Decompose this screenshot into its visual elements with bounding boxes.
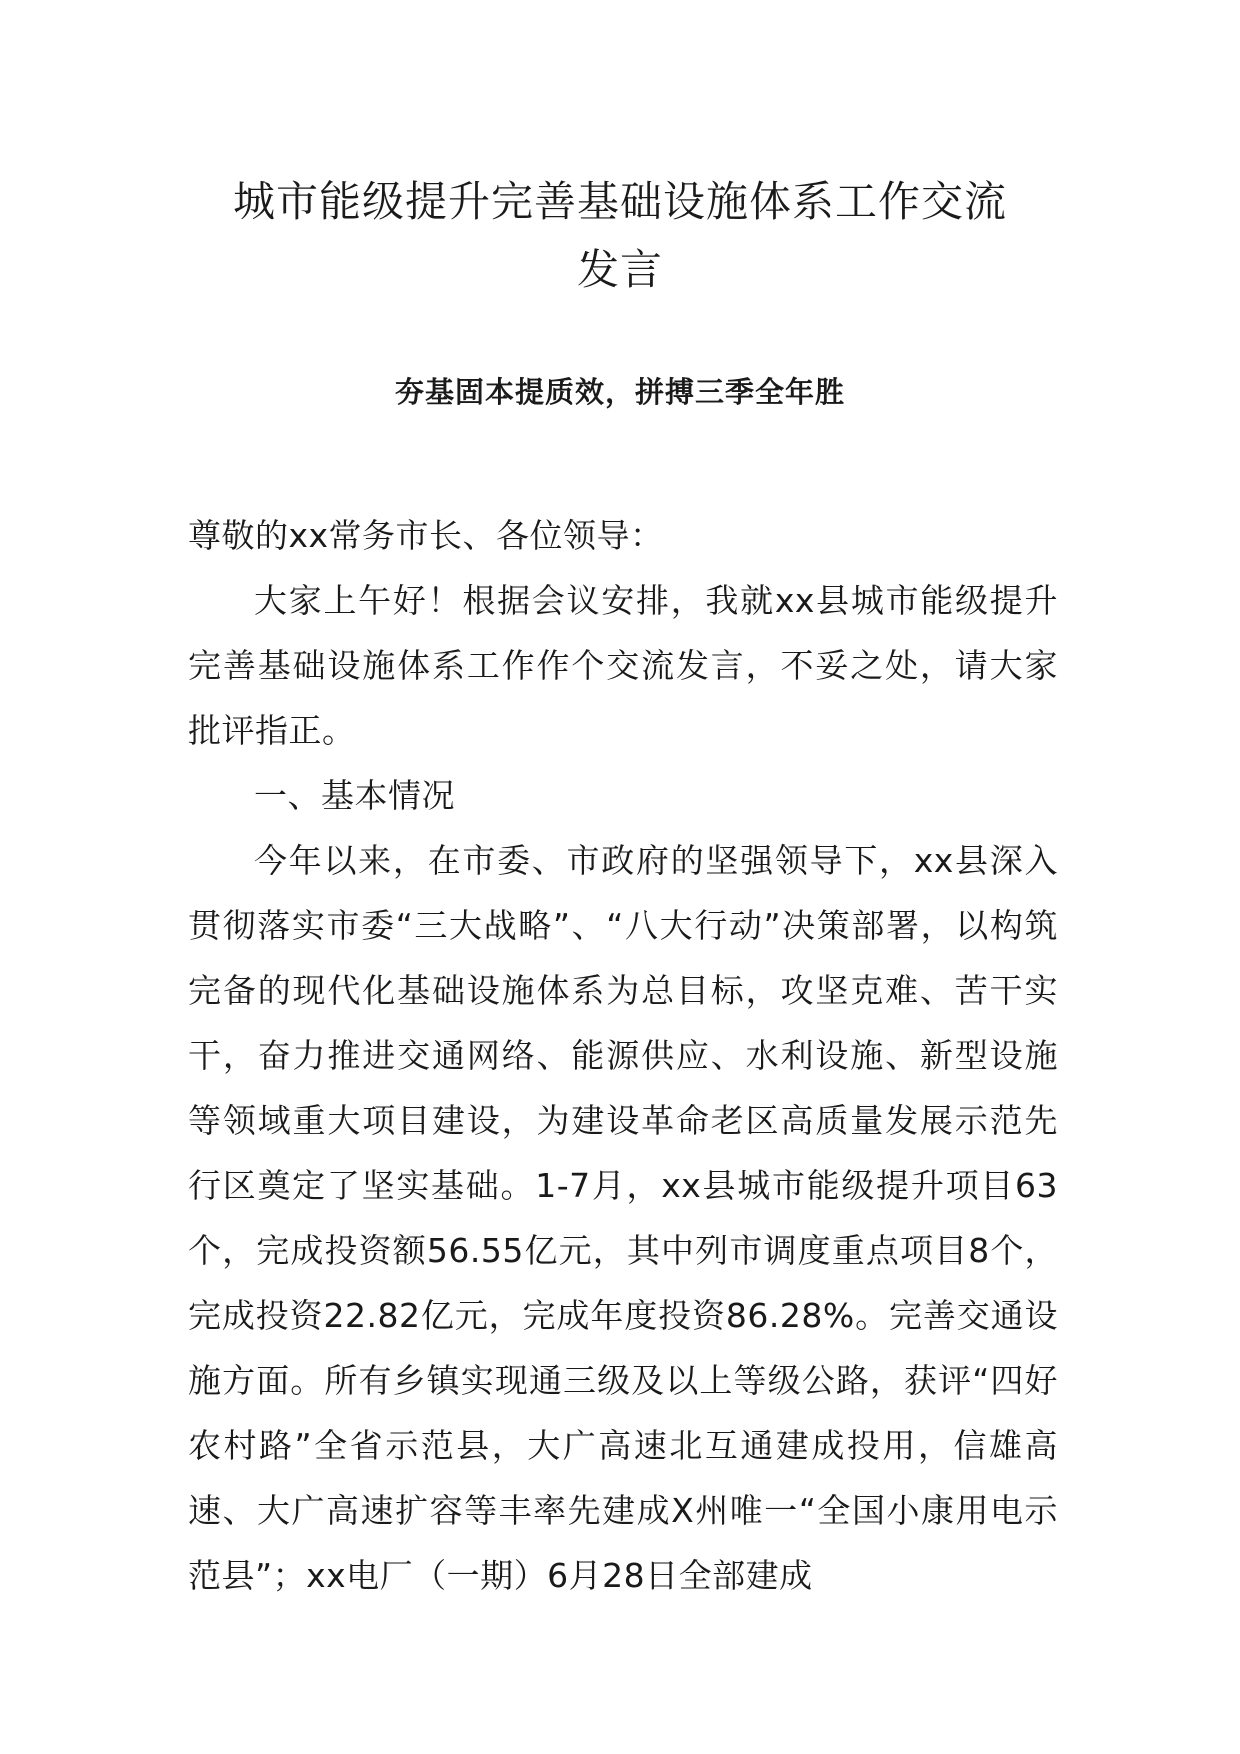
title-line-1: 城市能级提升完善基础设施体系工作交流	[232, 177, 1007, 226]
title-line-2: 发言	[576, 245, 663, 294]
paragraph-greeting: 大家上午好！根据会议安排，我就xx县城市能级提升完善基础设施体系工作作个交流发言，不妥之处，请大家批评指正。	[188, 581, 1058, 750]
paragraph-basic-situation: 今年以来，在市委、市政府的坚强领导下，xx县深入贯彻落实市委“三大战略”、“八大行动”决策部署，以构筑完备的现代化基础设施体系为总目标，攻坚克难、苦干实干，奋力推进交通网络、能源供应、水利设施、新型设施等领域重大项目建设，为建设革命老区高质量发展示范先行区奠定了坚实基础。1-7月，xx县城市能级提升项目63个，完成投资额56.55亿元，其中列市调度重点项目8个，完成投资22.82亿元，完成年度投资86.28%。完善交通设施方面。所有乡镇实现通三级及以上等级公路，获评“四好农村路”全省示范县，大广高速北互通建成投用，信雄高速、大广高速扩容等丰率先建成X州唯一“全国小康用电示范县”；xx电厂（一期）6月28日全部建成	[188, 841, 1058, 1595]
document-body	[188, 503, 1058, 1608]
document-title	[150, 168, 1090, 304]
salutation: 尊敬的xx常务市长、各位领导：	[188, 516, 664, 555]
section-heading-basic-situation: 一、基本情况	[254, 776, 455, 815]
document-subtitle: 夯基固本提质效，拼搏三季全年胜	[394, 375, 845, 409]
